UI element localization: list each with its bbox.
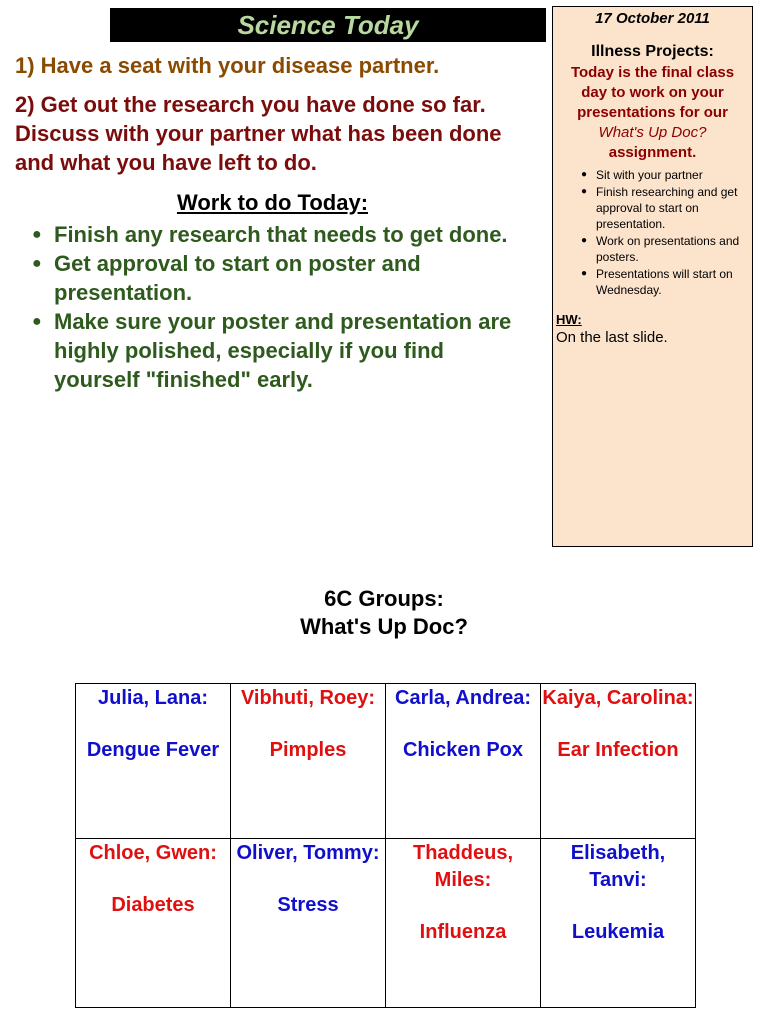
homework-label: HW: xyxy=(556,312,582,327)
work-item-text: Get approval to start on poster and presentation. xyxy=(54,251,421,305)
group-names: Elisabeth, Tanvi: xyxy=(570,842,666,891)
bullet-icon: ● xyxy=(581,169,588,180)
group-names: Thaddeus, Miles: xyxy=(412,842,513,891)
group-disease: Leukemia xyxy=(571,921,665,943)
instruction-step-1: 1) Have a seat with your disease partner. xyxy=(15,53,440,78)
group-disease: Stress xyxy=(277,894,339,916)
work-list xyxy=(30,220,530,394)
work-item-text: Finish any research that needs to get done. xyxy=(54,222,508,247)
group-disease: Dengue Fever xyxy=(86,739,220,761)
homework-text: On the last slide. xyxy=(556,329,668,346)
group-disease: Diabetes xyxy=(111,894,195,916)
group-disease: Pimples xyxy=(269,739,347,761)
sidebar-title: Illness Projects: xyxy=(591,43,714,60)
group-cell xyxy=(386,684,541,839)
sidebar-panel xyxy=(552,6,753,547)
bullet-icon: ● xyxy=(581,268,588,279)
group-cell xyxy=(231,684,386,839)
sidebar-desc-assignment-name: What's Up Doc? xyxy=(598,124,707,141)
sidebar-desc-part1: Today is the final class day to work on your presentations for our xyxy=(570,64,735,121)
group-cell xyxy=(541,684,696,839)
bullet-icon: ● xyxy=(32,313,42,330)
group-cell xyxy=(541,839,696,1008)
bullet-icon: ● xyxy=(32,226,42,243)
group-cell xyxy=(76,684,231,839)
sidebar-list-item xyxy=(576,233,749,265)
groups-table xyxy=(75,683,696,1008)
sidebar-date: 17 October 2011 xyxy=(595,10,710,27)
instruction-step-2: 2) Get out the research you have done so far. Discuss with your partner what has been done and what you have left to do. xyxy=(15,92,502,175)
group-names: Julia, Lana: xyxy=(97,687,209,709)
sidebar-list xyxy=(556,167,749,298)
table-row xyxy=(76,684,696,839)
sidebar-desc-part2: assignment. xyxy=(608,144,697,161)
sidebar-list-item xyxy=(576,184,749,232)
sidebar-list-item xyxy=(576,167,749,183)
group-names: Chloe, Gwen: xyxy=(89,842,217,864)
group-disease: Influenza xyxy=(419,921,507,943)
group-disease: Ear Infection xyxy=(557,739,679,761)
group-cell xyxy=(231,839,386,1008)
bullet-icon: ● xyxy=(581,235,588,246)
groups-heading xyxy=(0,585,768,641)
group-names: Oliver, Tommy: xyxy=(236,842,380,864)
bullet-icon: ● xyxy=(32,255,42,272)
work-item-text: Make sure your poster and presentation are highly polished, especially if you find yourself "finished" early. xyxy=(54,309,512,392)
sidebar-list-text: Sit with your partner xyxy=(596,168,703,182)
groups-heading-line2: What's Up Doc? xyxy=(300,614,468,639)
sidebar-list-text: Work on presentations and posters. xyxy=(596,234,740,264)
sidebar-list-item xyxy=(576,266,749,298)
bullet-icon: ● xyxy=(581,186,588,197)
group-names: Vibhuti, Roey: xyxy=(240,687,376,709)
group-cell xyxy=(76,839,231,1008)
group-disease: Chicken Pox xyxy=(402,739,524,761)
work-item xyxy=(30,220,530,249)
table-row xyxy=(76,839,696,1008)
sidebar-description xyxy=(556,63,749,163)
slide-title: Science Today xyxy=(110,8,546,42)
group-names: Carla, Andrea: xyxy=(395,687,531,709)
group-cell xyxy=(386,839,541,1008)
groups-heading-line1: 6C Groups: xyxy=(324,586,444,611)
sidebar-list-text: Finish researching and get approval to start on presentation. xyxy=(596,185,738,231)
work-item xyxy=(30,307,530,394)
work-item xyxy=(30,249,530,307)
group-names: Kaiya, Carolina: xyxy=(542,687,694,709)
work-heading: Work to do Today: xyxy=(176,190,369,215)
sidebar-list-text: Presentations will start on Wednesday. xyxy=(596,267,733,297)
